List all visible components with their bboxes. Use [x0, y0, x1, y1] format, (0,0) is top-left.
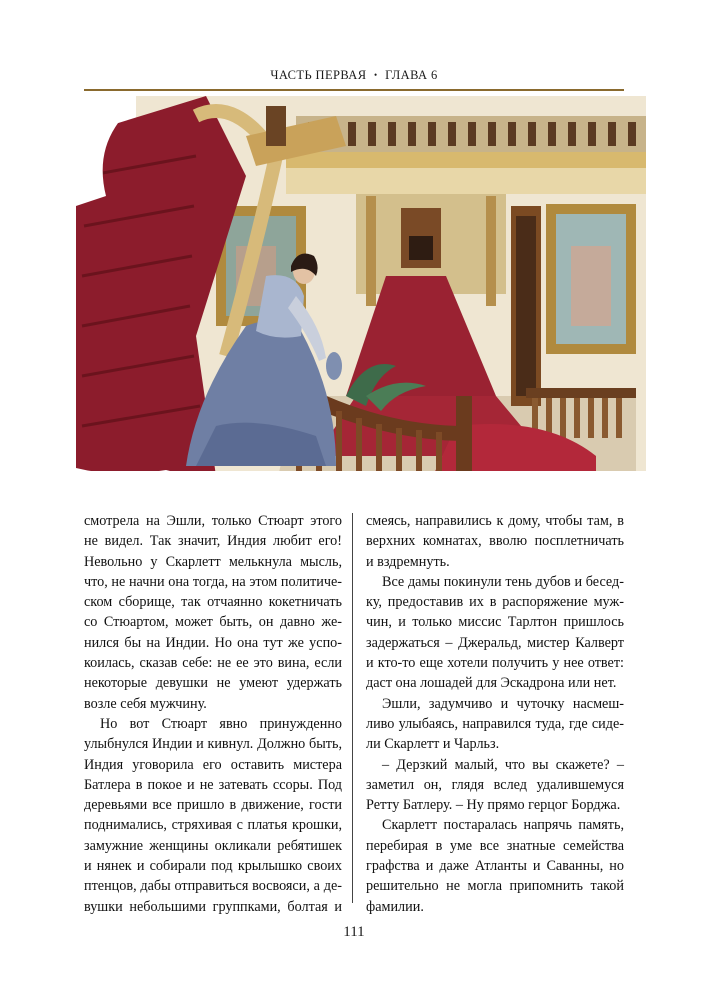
- text-line: деревьями все пришло в движение, гости: [84, 797, 342, 814]
- paragraph: [366, 815, 624, 916]
- paragraph: [366, 755, 624, 816]
- left-text-column: [84, 511, 342, 917]
- text-line: Скарлетт постаралась напрячь память,: [382, 817, 624, 834]
- text-line: коилась, сказав себе: не ее это вина, если: [84, 655, 342, 672]
- text-line: чин, и только миссис Тарлтон пришлось: [366, 614, 624, 631]
- text-line: ском сборище, так отчаянно кокетничать: [84, 594, 342, 611]
- text-line: перебирая в уме все знатные семейства: [366, 837, 624, 854]
- text-line: – Дерзкий малый, что вы скажете? –: [382, 756, 624, 773]
- text-line: и нянек и собирали под крылышко своих: [84, 858, 342, 875]
- text-line: птенцов, дабы отправиться восвояси, а де-: [84, 878, 342, 895]
- text-line: фамилии.: [366, 898, 424, 915]
- text-line: вушки небольшими группками, болтая и: [84, 898, 342, 915]
- text-line: смеясь, направились к дому, чтобы там, в: [366, 513, 624, 529]
- text-line: некоторые девушки не умеют удержать: [84, 675, 342, 692]
- paragraph: [84, 714, 342, 917]
- text-line: Все дамы покинули тень дубов и бесед-: [382, 573, 624, 590]
- text-line: замужние женщины окликали ребятишек: [84, 837, 342, 854]
- text-line: ку, предоставив их в распоряжение муж-: [366, 594, 624, 611]
- page-number: 111: [343, 924, 365, 940]
- text-line: Эшли, задумчиво и чуточку насмеш-: [382, 695, 624, 712]
- column-divider: [352, 513, 353, 903]
- text-line: ли Скарлетт и Чарльз.: [366, 736, 500, 753]
- text-line: что, не начни она тогда, на этом политиче-: [84, 573, 342, 590]
- paragraph: [84, 511, 342, 714]
- text-line: смотрела на Эшли, только Стюарт этого: [84, 513, 342, 529]
- text-line: и вздремнуть.: [366, 553, 450, 570]
- right-text-column: [366, 511, 624, 917]
- text-line: даст она лошадей для Эскадрона или нет.: [366, 675, 617, 692]
- text-line: заметил он, глядя вслед удалившемуся: [366, 776, 624, 793]
- text-line: со Стюартом, может быть, он давно же-: [84, 614, 342, 631]
- paragraph: [366, 694, 624, 755]
- text-line: нился бы на Индии. Но она тут же успо-: [84, 634, 342, 651]
- text-line: задержаться – Джеральд, мистер Калверт: [366, 634, 624, 651]
- header-bullet: •: [374, 70, 378, 80]
- text-line: поднимались, стряхивая с платья крошки,: [84, 817, 342, 834]
- paragraph: [366, 511, 624, 572]
- running-header: [84, 68, 624, 88]
- text-line: Невольно у Скарлетт мелькнула мысль,: [84, 553, 342, 570]
- text-line: и кто-то еще хотели получить у нее ответ:: [366, 655, 624, 672]
- text-line: Но вот Стюарт явно принужденно: [100, 715, 342, 732]
- text-line: улыбнулся Индии и кивнул. Должно быть,: [84, 736, 342, 753]
- text-line: верхних комнатах, вволю посплетничать: [366, 533, 624, 550]
- text-line: Батлера в покое и не затевать ссоры. Под: [84, 776, 342, 793]
- paragraph: [366, 572, 624, 694]
- text-line: решительно не могла припомнить такой: [366, 878, 624, 895]
- header-rule: [84, 89, 624, 91]
- header-chapter: ГЛАВА 6: [385, 68, 438, 82]
- text-line: не видел. Так значит, Индия любит его!: [84, 533, 342, 550]
- text-line: возле себя мужчину.: [84, 695, 207, 712]
- text-line: графства и даже Атланты и Саванны, но: [366, 858, 624, 875]
- header-part: ЧАСТЬ ПЕРВАЯ: [270, 68, 367, 82]
- text-line: ливо улыбаясь, направился туда, где сиде-: [366, 715, 624, 732]
- staircase-hall-illustration: [76, 96, 646, 496]
- text-line: Ретту Батлеру. – Ну прямо герцог Борджа.: [366, 797, 621, 814]
- text-line: Индия уговорила его оставить мистера: [84, 756, 342, 773]
